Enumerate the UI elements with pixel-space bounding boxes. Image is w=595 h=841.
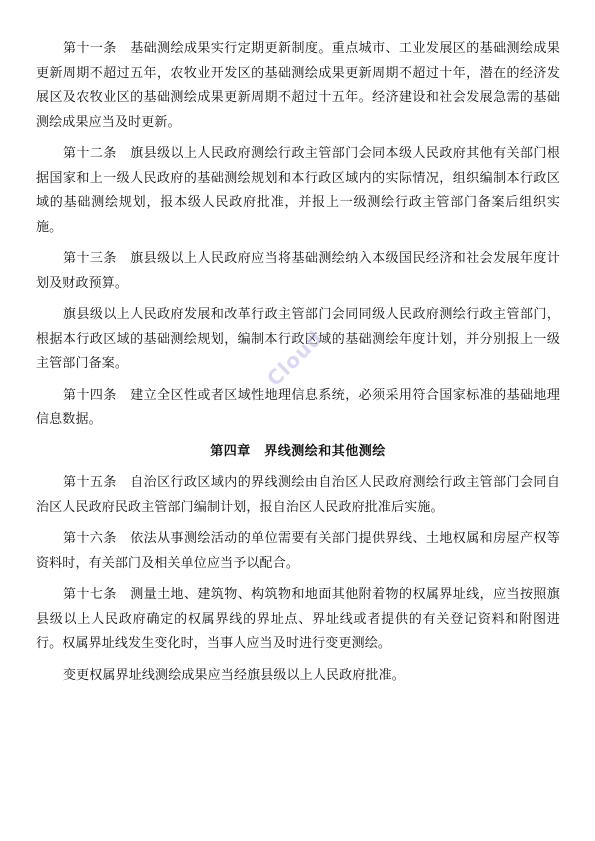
- article-12-paragraph: 第十二条 旗县级以上人民政府测绘行政主管部门会同本级人民政府其他有关部门根据国家和上一级人民政府的基础测绘规划和本行政区域内的实际情况，组织编制本行政区域的基础测绘规划，报本级人民政府批准，并报上一级测绘行政主管部门备案后组织实施。: [36, 146, 560, 235]
- article-15-paragraph: 第十五条 自治区行政区域内的界线测绘由自治区人民政府测绘行政主管部门会同自治区人民政府民政主管部门编制计划，报自治区人民政府批准后实施。: [36, 475, 560, 515]
- article-11-paragraph: 第十一条 基础测绘成果实行定期更新制度。重点城市、工业发展区的基础测绘成果更新周期不超过五年，农牧业开发区的基础测绘成果更新周期不超过十年，潜在的经济发展区及农牧业区的基础测绘成果更新周期不超过十五年。经济建设和社会发展急需的基础测绘成果应当及时更新。: [36, 41, 560, 130]
- article-14-paragraph: 第十四条 建立全区性或者区域性地理信息系统，必须采用符合国家标准的基础地理信息数据。: [36, 387, 560, 427]
- article-13-paragraph: 第十三条 旗县级以上人民政府应当将基础测绘纳入本级国民经济和社会发展年度计划及财政预算。: [36, 251, 560, 291]
- document-body: [36, 37, 560, 695]
- article-13-continuation-paragraph: 旗县级以上人民政府发展和改革行政主管部门会同同级人民政府测绘行政主管部门，根据本行政区域的基础测绘规划，编制本行政区域的基础测绘年度计划，并分别报上一级主管部门备案。: [36, 307, 560, 371]
- article-17-paragraph: 第十七条 测量土地、建筑物、构筑物和地面其他附着物的权属界址线，应当按照旗县级以上人民政府确定的权属界线的界址点、界址线或者提供的有关登记资料和附图进行。权属界址线发生变化时，当事人应当及时进行变更测绘。: [36, 587, 560, 651]
- watermark: Cloud: [262, 325, 328, 391]
- article-17-continuation-paragraph: 变更权属界址线测绘成果应当经旗县级以上人民政府批准。: [63, 667, 405, 683]
- chapter-heading: 第四章 界线测绘和其他测绘: [210, 443, 386, 459]
- article-16-paragraph: 第十六条 依法从事测绘活动的单位需要有关部门提供界线、土地权属和房屋产权等资料时，有关部门及相关单位应当予以配合。: [36, 531, 560, 571]
